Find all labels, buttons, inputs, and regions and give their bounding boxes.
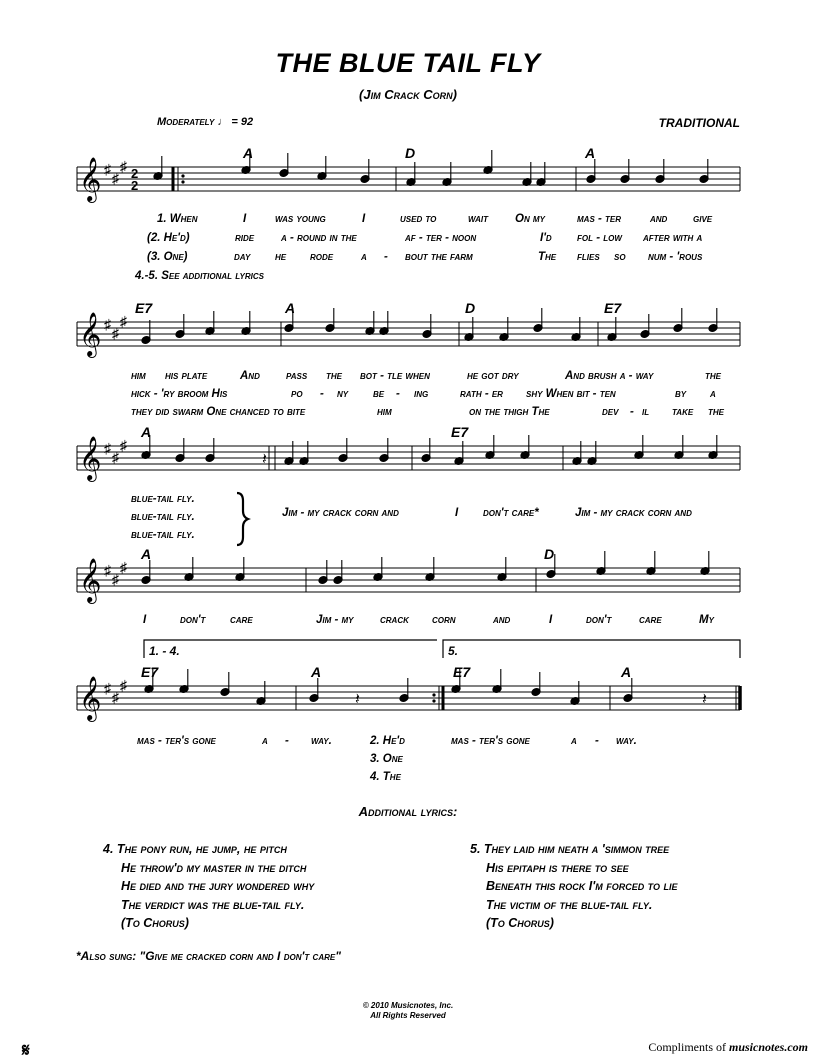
lyric: so bbox=[614, 251, 626, 263]
lyric: On my bbox=[515, 213, 545, 225]
verse-4 bbox=[103, 840, 314, 933]
verse-line: 4. The pony run, he jump, he pitch bbox=[103, 842, 287, 856]
time-signature: 2 bbox=[131, 178, 139, 193]
lyric: The bbox=[538, 251, 557, 263]
lyric: ny bbox=[337, 388, 349, 400]
repeat-dot bbox=[181, 180, 184, 183]
lyric: Jim - my crack corn and bbox=[575, 507, 692, 519]
lyric: - bbox=[285, 735, 289, 747]
chord-symbol: A bbox=[585, 145, 596, 161]
lyric: Jim - my bbox=[316, 614, 354, 626]
chord-symbol: D bbox=[405, 145, 416, 161]
lyric: il bbox=[642, 406, 650, 418]
lyric: - bbox=[320, 388, 324, 400]
lyric: - bbox=[384, 251, 388, 263]
lyric: dev bbox=[602, 406, 619, 418]
sharp-icon: ♯ bbox=[104, 316, 111, 332]
lyric: and bbox=[493, 614, 511, 626]
lyric: af - ter - noon bbox=[405, 232, 477, 244]
verse-5 bbox=[470, 840, 677, 933]
lyric: num - 'rous bbox=[648, 251, 703, 263]
treble-clef-icon: 𝄞 bbox=[79, 560, 102, 602]
song-title: THE BLUE TAIL FLY bbox=[275, 48, 541, 78]
song-subtitle: (Jim Crack Corn) bbox=[359, 87, 457, 102]
lyric: the bbox=[708, 406, 724, 418]
lyric: care bbox=[230, 614, 253, 626]
verse-line: The victim of the blue-tail fly. bbox=[486, 897, 653, 912]
lyric: take bbox=[672, 406, 694, 418]
sharp-icon: ♯ bbox=[120, 437, 127, 453]
lyric: - bbox=[595, 735, 599, 747]
lyric: My bbox=[699, 614, 714, 626]
lyric: (2. He'd) bbox=[147, 232, 190, 244]
lyric: blue-tail fly. bbox=[131, 511, 195, 523]
lyric: a bbox=[710, 388, 716, 400]
treble-clef-icon: 𝄞 bbox=[79, 438, 102, 480]
compliments[interactable] bbox=[648, 1040, 808, 1055]
rest-icon: 𝄽 bbox=[262, 451, 267, 468]
sharp-icon: ♯ bbox=[120, 158, 127, 174]
lyric: way. bbox=[311, 735, 332, 747]
lyric: hick - 'ry broom His bbox=[131, 388, 228, 400]
lyric: he bbox=[275, 251, 287, 263]
lyric: mas - ter's gone bbox=[451, 735, 530, 747]
repeat-dot bbox=[432, 693, 435, 696]
sharp-icon: ♯ bbox=[120, 559, 127, 575]
lyric: he got dry bbox=[467, 370, 519, 382]
treble-clef-icon: 𝄞 bbox=[79, 159, 102, 201]
volta-bracket-1 bbox=[144, 640, 437, 658]
chord-symbol: E7 bbox=[604, 300, 622, 316]
footnote: *Also sung: "Give me cracked corn and I don't care" bbox=[76, 949, 341, 963]
copyright-line: All Rights Reserved bbox=[370, 1011, 446, 1020]
lyric: mas - ter's gone bbox=[137, 735, 216, 747]
sharp-icon: ♯ bbox=[112, 689, 119, 705]
verse-line: Beneath this rock I'm forced to lie bbox=[486, 879, 678, 893]
lyric: And brush a - way bbox=[565, 370, 654, 382]
lyric: they did swarm One chanced to bite bbox=[131, 406, 306, 418]
sharp-icon: ♯ bbox=[112, 325, 119, 341]
lyric: mas - ter bbox=[577, 213, 621, 225]
lyric: I bbox=[362, 213, 366, 225]
lyric: blue-tail fly. bbox=[131, 529, 195, 541]
sharp-icon: ♯ bbox=[120, 677, 127, 693]
lyric: day bbox=[234, 251, 251, 263]
lyric: be bbox=[373, 388, 385, 400]
lyric: was young bbox=[275, 213, 326, 225]
sharp-icon: ♯ bbox=[104, 440, 111, 456]
chord-symbol: D bbox=[544, 546, 555, 562]
chord-symbol: E7 bbox=[141, 664, 159, 680]
lyric: rode bbox=[310, 251, 334, 263]
verse-line: (To Chorus) bbox=[486, 916, 554, 930]
lyric: pass bbox=[286, 370, 308, 382]
lyric: way. bbox=[616, 735, 637, 747]
lyric: bot - tle when bbox=[360, 370, 430, 382]
chord-symbol: E7 bbox=[451, 424, 469, 440]
rest-icon: 𝄽 bbox=[702, 691, 707, 708]
time-signature: 2 bbox=[131, 166, 139, 181]
lyric: the bbox=[326, 370, 342, 382]
lyric: Jim - my crack corn and bbox=[282, 507, 399, 519]
lyric: don't bbox=[586, 614, 612, 626]
chord-symbol: A bbox=[621, 664, 632, 680]
lyric-brace bbox=[237, 493, 248, 545]
lyric: - bbox=[630, 406, 634, 418]
lyric: I bbox=[549, 614, 553, 626]
sharp-icon: ♯ bbox=[104, 161, 111, 177]
lyric: his plate bbox=[165, 370, 208, 382]
lyric: ride bbox=[235, 232, 255, 244]
lyric: fol - low bbox=[577, 232, 622, 244]
lyric: care bbox=[639, 614, 662, 626]
chord-symbol: E7 bbox=[453, 664, 471, 680]
lyric: after with a bbox=[643, 232, 703, 244]
treble-clef-icon: 𝄞 bbox=[79, 314, 102, 356]
lyric: flies bbox=[577, 251, 600, 263]
composer: TRADITIONAL bbox=[658, 116, 740, 130]
tempo-marking: Moderately ♩ = 92 bbox=[157, 116, 254, 128]
lyric: (3. One) bbox=[147, 251, 188, 263]
chord-symbol: A bbox=[141, 424, 152, 440]
chord-symbol: E7 bbox=[135, 300, 153, 316]
treble-clef-icon: 𝄞 bbox=[79, 678, 102, 720]
copyright-line: © 2010 Musicnotes, Inc. bbox=[362, 1001, 454, 1010]
repeat-dot bbox=[432, 699, 435, 702]
lyric: a bbox=[262, 735, 268, 747]
verse-line: He throw'd my master in the ditch bbox=[121, 860, 307, 875]
chord-symbol: D bbox=[465, 300, 476, 316]
verse-line: 5. They laid him neath a 'simmon tree bbox=[470, 842, 670, 856]
lyric: I'd bbox=[540, 232, 552, 244]
lyric: him bbox=[131, 370, 146, 382]
lyric: 2. He'd bbox=[370, 735, 405, 747]
verse-line: His epitaph is there to see bbox=[486, 860, 629, 875]
verse-line: He died and the jury wondered why bbox=[121, 879, 315, 893]
lyric: 4.-5. See additional lyrics bbox=[135, 270, 265, 282]
sharp-icon: ♯ bbox=[112, 170, 119, 186]
lyric: crack bbox=[380, 614, 409, 626]
lyric: by bbox=[675, 388, 687, 400]
rest-icon: 𝄽 bbox=[355, 691, 360, 708]
lyric: don't care* bbox=[483, 507, 539, 519]
lyric: wait bbox=[468, 213, 488, 225]
lyric: I bbox=[143, 614, 147, 626]
ending-label: 5. bbox=[448, 644, 459, 658]
lyric: 3. One bbox=[370, 753, 403, 765]
chord-symbol: A bbox=[243, 145, 254, 161]
ending-label: 1. - 4. bbox=[149, 644, 180, 658]
lyric: ing bbox=[414, 388, 429, 400]
chord-symbol: A bbox=[141, 546, 152, 562]
lyric: a bbox=[361, 251, 367, 263]
lyric: po bbox=[291, 388, 303, 400]
lyric: I bbox=[243, 213, 247, 225]
lyric: blue-tail fly. bbox=[131, 493, 195, 505]
lyric: And bbox=[240, 370, 260, 382]
chord-symbol: A bbox=[285, 300, 296, 316]
verse-line: The verdict was the blue-tail fly. bbox=[121, 897, 305, 912]
lyric: don't bbox=[180, 614, 206, 626]
lyric: a - round in the bbox=[281, 232, 357, 244]
repeat-dot bbox=[181, 174, 184, 177]
musicnotes-logo-icon: 𝄋 bbox=[22, 1040, 30, 1060]
lyric: 4. The bbox=[370, 771, 401, 783]
lyric: a bbox=[571, 735, 577, 747]
lyric: the bbox=[705, 370, 721, 382]
lyric: bout the farm bbox=[405, 251, 473, 263]
sharp-icon: ♯ bbox=[104, 680, 111, 696]
lyric: shy When bit - ten bbox=[526, 388, 616, 400]
chord-symbol: A bbox=[311, 664, 322, 680]
lyric: I bbox=[455, 507, 459, 519]
lyric: and bbox=[650, 213, 668, 225]
lyric: him bbox=[377, 406, 392, 418]
lyric: corn bbox=[432, 614, 456, 626]
compliments-prefix: Compliments of bbox=[648, 1040, 726, 1054]
volta-bracket-2 bbox=[443, 640, 740, 658]
lyric-line: 1. When bbox=[157, 213, 198, 225]
lyric: give bbox=[693, 213, 713, 225]
additional-lyrics-title: Additional lyrics: bbox=[358, 804, 458, 819]
sharp-icon: ♯ bbox=[112, 571, 119, 587]
lyric: - bbox=[396, 388, 400, 400]
lyric: on the thigh The bbox=[469, 406, 550, 418]
compliments-site[interactable]: musicnotes.com bbox=[728, 1040, 808, 1054]
sharp-icon: ♯ bbox=[112, 449, 119, 465]
sharp-icon: ♯ bbox=[120, 313, 127, 329]
verse-line: (To Chorus) bbox=[121, 916, 189, 930]
lyric: used to bbox=[400, 213, 437, 225]
copyright bbox=[0, 1001, 816, 1021]
lyric: rath - er bbox=[460, 388, 503, 400]
sharp-icon: ♯ bbox=[104, 562, 111, 578]
